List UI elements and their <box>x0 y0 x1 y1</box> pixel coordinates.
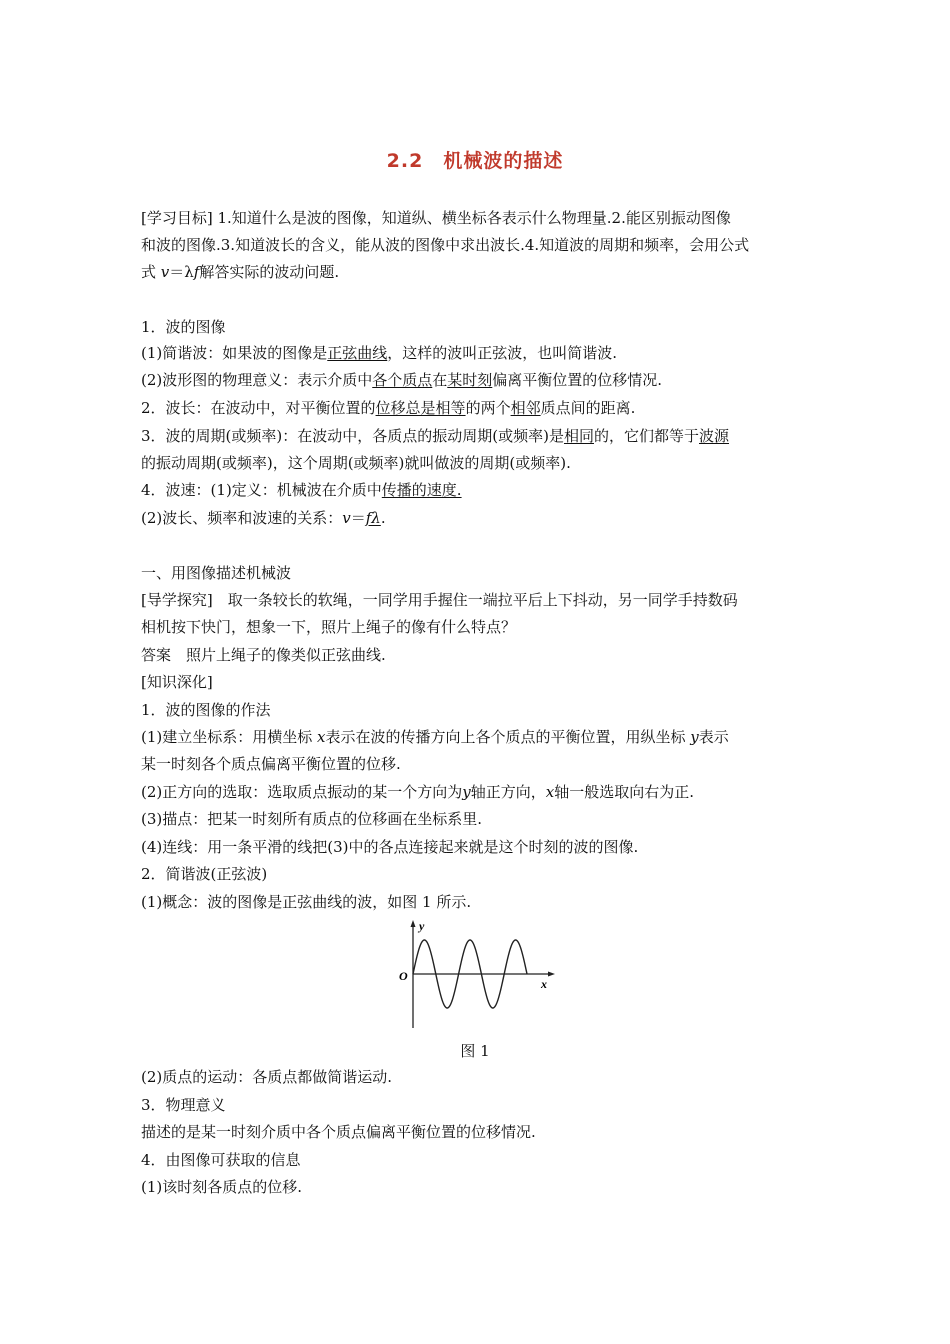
text: 轴一般选取向右为正. <box>554 783 694 801</box>
text: (1)简谐波：如果波的图像是 <box>141 344 328 362</box>
text: ，这样的波叫正弦波，也叫简谐波. <box>387 344 618 362</box>
goals-line-3 <box>141 262 339 282</box>
text: 2．波长：在波动中，对平衡位置的 <box>141 399 376 417</box>
para-connect-line: (4)连线：用一条平滑的线把(3)中的各点连接起来就是这个时刻的波的图像. <box>141 838 639 856</box>
text: 在 <box>432 371 448 389</box>
para-physical-meaning <box>141 370 662 390</box>
text: (2)正方向的选取：选取质点振动的某一个方向为 <box>141 783 463 801</box>
origin-label: O <box>399 969 408 983</box>
goals-text: 解答实际的波动问题. <box>199 263 340 281</box>
x-axis-arrow <box>548 972 555 977</box>
para-simple-harmonic-wave <box>141 343 617 363</box>
fill-blank: 各个质点 <box>372 371 433 389</box>
knowledge-heading-3: 3．物理意义 <box>141 1096 226 1114</box>
para-period-cont: 的振动周期(或频率)，这个周期(或频率)就叫做波的周期(或频率). <box>141 454 571 472</box>
para-wavelength <box>141 398 635 418</box>
goals-line-2: 和波的图像.3.知道波长的含义，能从波的图像中求出波长.4.知道波的周期和频率，会用公式 <box>141 236 750 254</box>
formula-f: f <box>193 263 200 281</box>
text: (2)波长、频率和波速的关系： <box>141 509 343 527</box>
goals-text: 式 <box>141 263 161 281</box>
fill-blank: 某时刻 <box>447 371 493 389</box>
text: 表示在波的传播方向上各个质点的平衡位置，用纵坐标 <box>325 728 691 746</box>
para-wave-speed <box>141 480 462 500</box>
sine-wave-figure <box>395 918 565 1034</box>
y-axis-label: y <box>419 919 425 933</box>
text: 表示 <box>698 728 729 746</box>
var-y: y <box>690 728 699 746</box>
text: (1)建立坐标系：用横坐标 <box>141 728 318 746</box>
formula-v: v <box>160 263 170 281</box>
fill-blank: 传播的速度. <box>381 481 462 499</box>
fill-blank: 相邻 <box>510 399 541 417</box>
para-period <box>141 426 729 446</box>
text: 偏离平衡位置的位移情况. <box>492 371 663 389</box>
formula-text: ＝λ <box>169 263 194 281</box>
knowledge-heading-1: 1．波的图像的作法 <box>141 701 271 719</box>
para-meaning: 描述的是某一时刻介质中各个质点偏离平衡位置的位移情况. <box>141 1123 536 1141</box>
var-y: y <box>462 783 471 801</box>
goals-line-1: [学习目标] 1.知道什么是波的图像，知道纵、横坐标各表示什么物理量.2.能区别振动图像 <box>141 209 731 227</box>
explore-line-2: 相机按下快门，想象一下，照片上绳子的像有什么特点？ <box>141 618 517 636</box>
fill-blank: 正弦曲线 <box>327 344 388 362</box>
explore-line-1: [导学探究] 取一条较长的软绳，一同学用手握住一端拉平后上下抖动，另一同学手持数码 <box>141 591 738 609</box>
answer: 答案 照片上绳子的像类似正弦曲线. <box>141 646 386 664</box>
fill-blank: 相同 <box>563 427 594 445</box>
para-plot-points: (3)描点：把某一时刻所有质点的位移画在坐标系里. <box>141 810 483 828</box>
knowledge-heading-2: 2．简谐波(正弦波) <box>141 865 268 883</box>
para-coordinate-system-cont: 某一时刻各个质点偏离平衡位置的位移. <box>141 755 401 773</box>
text: 3．波的周期(或频率)：在波动中，各质点的振动周期(或频率)是 <box>141 427 564 445</box>
text: (2)波形图的物理意义：表示介质中 <box>141 371 373 389</box>
para-particle-motion: (2)质点的运动：各质点都做简谐运动. <box>141 1068 393 1086</box>
text: 轴正方向， <box>470 783 546 801</box>
text: 质点间的距离. <box>540 399 636 417</box>
para-coordinate-system <box>141 727 729 747</box>
var-x: x <box>545 783 555 801</box>
para-concept: (1)概念：波的图像是正弦曲线的波，如图 1 所示. <box>141 893 472 911</box>
page-title: 2.2 机械波的描述 <box>386 150 564 172</box>
text: 4．波速：(1)定义：机械波在介质中 <box>141 481 382 499</box>
section-heading: 一、用图像描述机械波 <box>141 564 292 582</box>
fill-blank: 波源 <box>699 427 730 445</box>
text: 的两个 <box>465 399 511 417</box>
knowledge-heading-4: 4．由图像可获取的信息 <box>141 1151 301 1169</box>
var-x: x <box>317 728 326 746</box>
para-positive-direction <box>141 782 694 802</box>
formula-v: v <box>342 509 351 527</box>
para-displacement: (1)该时刻各质点的位移. <box>141 1178 303 1196</box>
fill-blank: fλ <box>365 509 381 527</box>
text: ＝ <box>350 509 366 527</box>
x-axis-label: x <box>541 977 547 991</box>
text: 的，它们都等于 <box>593 427 699 445</box>
y-axis-arrow <box>411 920 416 927</box>
para-relation <box>141 508 386 528</box>
deepen-label: [知识深化] <box>141 673 213 691</box>
text: . <box>380 509 386 527</box>
figure-caption: 图 1 <box>460 1042 490 1060</box>
fill-blank: 位移总是相等 <box>375 399 466 417</box>
heading-wave-image: 1．波的图像 <box>141 318 226 336</box>
